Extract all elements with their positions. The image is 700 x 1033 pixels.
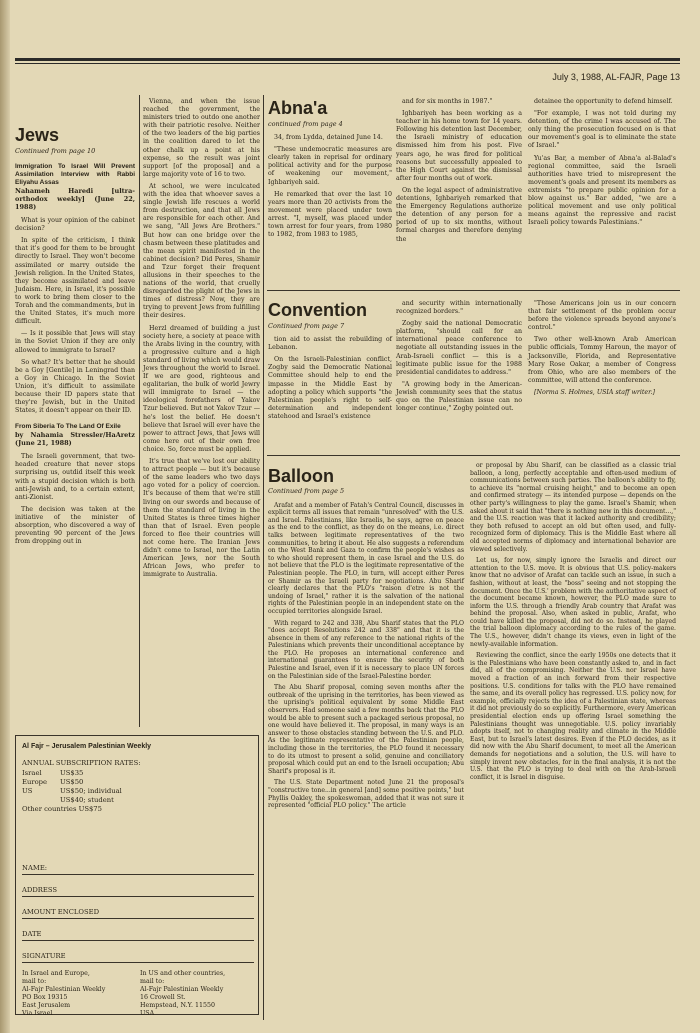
jews-paragraph: At school, we were inculcated with the idea that whoever saves a single Jewish life rescues a world from destruction, and that all Jews are responsible for each other. And we sang, "All Jews Are Brothers." But how can one bridge over the chasm between these platitudes and the mean spirit manifested in the cabinet decision? Did Peres, Shamir and Tzur forget their frequent allusions in their speeches to the nations of the world, that cruelly disregarded the plight of the Jews in times of distress? Now, they are trying to prevent Jews from fulfilling their desires. bbox=[143, 182, 260, 320]
rate-price: US$40; student bbox=[60, 796, 114, 804]
rate-price: US$50 bbox=[60, 778, 84, 786]
balloon-column-1 bbox=[268, 466, 464, 814]
mail-line: Hempstead, N.Y. 11550 bbox=[140, 1002, 215, 1009]
rate-row bbox=[22, 769, 258, 778]
abnaa-paragraph: Yu'as Bar, a member of Abna'a al-Balad's regional committee, said the Israeli authorities have tried to misrepresent the movement's goals and present its members as extremists "to prepare public opinion for a blow against us." Bar added, "we are a political movement and use only political means against the repressive and racist Israeli policy towards Palestinians." bbox=[528, 154, 676, 227]
rate-zone: Europe bbox=[22, 778, 48, 786]
date-field[interactable]: DATE bbox=[22, 930, 254, 941]
rate-zone: Israel bbox=[22, 769, 42, 777]
jews-continued: Continued from page 10 bbox=[15, 147, 96, 155]
balloon-paragraph: or proposal by Abu Sharif, can be classified as a classic trial balloon, a long, perfectly acceptable and often-used medium of communications between such parties. The balloon's ability to fly, to achieve its "normal cruising height," and to become an open and confirmed strategy — its intended purpose — depends on the other party's willingness to play the game. Israel's Shamir, when asked about it said that "there is nothing new in this document...," and the U.S. reaction was that it lacked authority and credibility; they both refused to accept an old but often used, and fully-recognized form of diplomacy. This is the Middle East where all old accepted norms of diplomacy and international behavior are viewed selectively. bbox=[470, 462, 676, 553]
mail-line: USA bbox=[140, 1010, 155, 1017]
name-field[interactable]: NAME: bbox=[22, 864, 254, 875]
mail-line: In US and other countries, bbox=[140, 970, 226, 977]
mail-line: In Israel and Europe, bbox=[22, 970, 90, 977]
rate-row bbox=[22, 787, 258, 796]
header-rule bbox=[15, 58, 680, 61]
balloon-continued: Continued from page 5 bbox=[268, 487, 345, 495]
balloon-paragraph: Reviewing the conflict, since the early 1950s one detects that it is the Palestinians who have been constantly asked to, and in fact did, all of the compromising. Neither the U.S. nor Israel have moved a fraction of an inch forward from their respective positions. U.S. conditions for talks with the PLO have remained the same, and its overall policy has regressed. U.S. policy now, for example, officially rejects the idea of a Palestinian state, whereas it did not previously do so explicitly. Furthermore, every American presidential election ends up offering Israel something the Palestinians thought was unnegotiable. U.S. policy invariably adopts itself, not to changing reality and climate in the Middle East, but to Israel's latest desires. Even if the PLO decides, as it did now with the Abu Sharif document, to meet all the American demands for negotiations and a solution, the U.S. will have to simply invent new obstacles, for in the final analysis, it is not the U.S. that the PLO is trying to deal with on the Arab-Israeli conflict, it is Israel in disguise. bbox=[470, 652, 676, 781]
convention-paragraph: Zogby said the national Democratic platform, "should call for an international peace conference to negotiate all outstanding issues in the Arab-Israeli conflict — this is a legitimate public issue for the 1988 presidential candidates to address." bbox=[396, 320, 522, 376]
jews-subhead-2: From Siberia To The Land Of Exile bbox=[15, 423, 121, 431]
abnaa-paragraph: "These undemocratic measures are clearly taken in reprisal for ordinary political activity and for the purpose of weakening our movement," Ighbariyeh said. bbox=[268, 146, 392, 186]
signature-field[interactable]: SIGNATURE bbox=[22, 952, 254, 963]
jews-byline-1: Nahameh Haredi [ultra-orthodox weekly] (June 22, 1988) bbox=[15, 187, 135, 212]
jews-paragraph: The decision was taken at the initiative of the minister of absorption, who discovered a way of preventing 90 percent of the Jews from dropping out in bbox=[15, 505, 135, 546]
abnaa-continued: continued from page 4 bbox=[268, 120, 343, 128]
jews-headline: Jews bbox=[15, 125, 60, 145]
jews-paragraph: The Israeli government, that two-headed creature that never stops surprising us, outdid itself this week with a stupid decision which is both anti-Jewish and, to a certain extent, anti-Zionist. bbox=[15, 453, 135, 501]
jews-paragraph: It's true that we've lost our ability to attract people — but it's because of the same leaders who two days ago voted for a policy of coercion. It's because of them that we're still living on our swords and because of them the standard of living in the United States is three times higher than that of Israel. Even people forced to flee their countries will not come here. The Iranian Jews didn't come to Israel, nor the Latin American Jews, nor the South African Jews, who prefer to immigrate to Australia. bbox=[143, 458, 260, 579]
convention-column-1 bbox=[268, 300, 392, 425]
convention-paragraph: Two other well-known Arab American public officials, Tommy Haroun, the mayor of Jacksonville, Florida, and Representative Mary Rose Oakar, a member of Congress from Ohio, who are also members of the committee, will attend the conference. bbox=[528, 336, 676, 384]
convention-paragraph: On the Israeli-Palestinian conflict, Zogby said the Democratic National Committee should help to end the impasse in the Middle East by adopting a policy which supports "the Palestinian people's right to self-determination and independent statehood and Israel's existence bbox=[268, 356, 392, 420]
jews-paragraph: What is your opinion of the cabinet decision? bbox=[15, 217, 135, 233]
rates-other: Other countries US$75 bbox=[22, 805, 102, 813]
balloon-headline: Balloon bbox=[268, 466, 334, 486]
abnaa-paragraph: "For example, I was not told during my detention, of the crime I was accused of. The only thing the prosecution focused on is that our movement's goal is to eliminate the state of Israel." bbox=[528, 110, 676, 150]
abnaa-paragraph: On the legal aspect of administrative detentions, Ighbariyeh remarked that the Emergency Regulations authorize the detention of any person for a period of up to six months, without formal charges and therefore denying the bbox=[396, 186, 522, 243]
abnaa-paragraph: Ighbariyeh has been working as a teacher in his home town for 14 years. Following his detention last December, the Israeli ministry of education dismissed him from his post. Five years ago, he was fired for political reasons but successfully appealed to the High Court against the dismissal after four months out of work. bbox=[396, 110, 522, 182]
abnaa-paragraph: He remarked that over the last 10 years more than 20 activists from the movement were placed under town arrest. "I, myself, was placed under town arrest for four years, from 1980 to 1982, from 1983 to 1985, bbox=[268, 190, 392, 239]
abnaa-paragraph: 34, from Lydda, detained June 14. bbox=[274, 134, 383, 142]
balloon-paragraph: With regard to 242 and 338, Abu Sharif states that the PLO "does accept Resolutions 242 and 338" and that it is the absence in them of any reference to the national rights of the Palestinians which prevents their unconditional acceptance by the PLO. He proposes an international conference and international guarantees to ensure the security of both Palestine and Israel, even if it is necessary to place UN forces on the Palestinian side of the Israel-Palestine border. bbox=[268, 619, 464, 680]
mail-line: mail to: bbox=[22, 978, 47, 985]
rate-row bbox=[22, 778, 258, 787]
jews-subhead-1: Immigration To Israel Will Prevent Assimilation Interview with Rabbi Eliyahu Assas bbox=[15, 163, 135, 187]
mail-line: East Jerusalem bbox=[22, 1002, 71, 1009]
section-divider bbox=[267, 290, 680, 291]
jews-column-2 bbox=[143, 98, 260, 583]
abnaa-paragraph: and for six months in 1987." bbox=[402, 98, 493, 105]
column-divider bbox=[263, 95, 264, 1020]
rate-zone bbox=[22, 796, 60, 805]
abnaa-column-3 bbox=[528, 98, 676, 231]
convention-continued: Continued from page 7 bbox=[268, 322, 345, 330]
balloon-paragraph: The Abu Sharif proposal, coming seven months after the outbreak of the uprising in the territories, has been viewed as the uprising's political equivalent by some Middle East observers. Had someone said a few months back that the PLO would be able to present such a packaged serious proposal, no one would have believed it. The proposal, in many ways is an answer to those obstacles standing between the U.S. and PLO. As the legitimate representative of the Palestinian people, including those in the territories, the PLO found it necessary to do its utmost to present a solid, genuine and conciliatory proposal which could put an end to the Israeli occupation; Abu Sharif's proposal is it. bbox=[268, 684, 464, 775]
convention-column-3 bbox=[528, 300, 676, 401]
jews-paragraph: Vienna, and when the issue reached the government, the ministers tried to outdo one another with their patriotic resolve. Neither of the two leaders of the big parties in the coalition dared to let the other chalk up a point at his expense, so the result was joint support [of the proposal] and a large majority vote of 16 to two. bbox=[143, 98, 260, 178]
rate-row bbox=[22, 796, 258, 805]
rate-price: US$35 bbox=[60, 769, 84, 777]
mail-address-us bbox=[140, 970, 255, 1018]
convention-paragraph: "Those Americans join us in our concern that fair settlement of the problem occur before the violence spreads beyond anyone's control." bbox=[528, 300, 676, 332]
mail-line: Al-Fajr Palestinian Weekly bbox=[22, 986, 106, 993]
convention-paragraph: tion aid to assist the rebuilding of Lebanon. bbox=[268, 336, 392, 352]
mail-line: Al-Fajr Palestinian Weekly bbox=[140, 986, 224, 993]
jews-paragraph: In spite of the criticism, I think that it's good for them to be brought directly to Israel. They won't become assimilated or marry outside the Jewish religion. In the United States, they become assimilated and leave Judaism. Here, in Israel, it's possible to work to bring them closer to the Torah and the commandments, but in the United States, it's much more difficult. bbox=[15, 237, 135, 326]
column-divider bbox=[139, 95, 140, 727]
abnaa-column-1 bbox=[268, 98, 392, 243]
convention-headline: Convention bbox=[268, 300, 367, 320]
balloon-paragraph: Let us, for now, simply ignore the Israelis and direct our attention to the U.S. move. It is obvious that U.S. policy-makers know that no advisor of Arafat can tackle such an issue, in such a fashion, without at least, the "boss" seeing and not stopping the document. Once the U.S.' problem with the authoritative aspect of the document became known, however, the PLO made sure to inform the U.S. through a friendly Arab country that Arafat was behind the proposal. Also, when asked in public, Arafat, who could have killed the proposal, did not do so. Instead, he played the trial balloon diplomacy according to the rules of the game. The U.S., however, didn't change its views, even in light of the newly-available information. bbox=[470, 557, 676, 648]
mail-line: mail to: bbox=[140, 978, 165, 985]
mail-line: Via Israel bbox=[22, 1010, 53, 1017]
page-binding bbox=[0, 0, 10, 1033]
subscription-form bbox=[15, 735, 259, 1015]
address-field[interactable]: ADDRESS bbox=[22, 886, 254, 897]
abnaa-column-2 bbox=[396, 98, 522, 248]
convention-column-2 bbox=[396, 300, 522, 417]
mail-line: 16 Crowell St. bbox=[140, 994, 186, 1001]
jews-byline-2: by Nahamia Stressler/HaAretz (June 21, 1988) bbox=[15, 431, 135, 448]
balloon-paragraph: The U.S. State Department noted June 21 the proposal's "constructive tone...in general [and] some positive points," but Phyllis Oakley, the spokeswoman, added that it was not sure it represented "official PLO policy." The article bbox=[268, 779, 464, 810]
rates-heading: ANNUAL SUBSCRIPTION RATES: bbox=[22, 759, 141, 767]
rate-zone: US bbox=[22, 787, 33, 795]
balloon-column-2 bbox=[470, 462, 676, 785]
abnaa-paragraph: detainee the opportunity to defend himself. bbox=[534, 98, 673, 105]
convention-credit: [Norma S. Holmes, USIA staff writer.] bbox=[534, 388, 655, 396]
mail-line: PO Box 19315 bbox=[22, 994, 68, 1001]
subscription-title: Al Fajr – Jerusalem Palestinian Weekly bbox=[22, 743, 152, 750]
jews-paragraph: So what? It's better that he should be a Goy [Gentile] in Leningrad than a Goy in Chicago. In the Soviet Union, it's difficult to assimilate because their ID papers state that they're Jewish, but in the United States, it doesn't appear on their ID. bbox=[15, 358, 135, 415]
abnaa-headline: Abna'a bbox=[268, 98, 328, 118]
mail-address-israel-europe bbox=[22, 970, 132, 1018]
rate-price: US$50; individual bbox=[60, 787, 122, 795]
header-rule-thin bbox=[15, 63, 680, 64]
convention-paragraph: "A growing body in the American-Jewish community sees that the status quo on the Palestinian issue can no longer continue," Zogby pointed out. bbox=[396, 380, 522, 413]
page-folio: July 3, 1988, AL-FAJR, Page 13 bbox=[552, 72, 680, 82]
jews-paragraph: — Is it possible that Jews will stay in the Soviet Union if they are only allowed to immigrate to Israel? bbox=[15, 330, 135, 354]
balloon-paragraph: Arafat and a member of Fatah's Central Council, discusses in explicit terms all issues that remain "unresolved" with the U.S. and Israel. Palestinians, like Israelis, he says, agree on peace as the end to the conflict, as they do on the means, i.e. direct talks between legitimate representatives of the two communities, to bring it about. He also suggests a referendum on the West Bank and Gaza to confirm the people's wishes as to who should represent them, in case Israel and the U.S. do not believe that the PLO is the legitimate representative of the Palestinian people. The PLO, in turn, will accept either Peres or Shamir as the Israeli party for negotiations. Abu Sharif clearly declares that the PLO's "raison d'etre is not the undoing of Israel," rather it is the salvation of the national rights of the Palestinian people in an independent state on the occupied territories alongside Israel. bbox=[268, 501, 464, 615]
amount-field[interactable]: AMOUNT ENCLOSED bbox=[22, 908, 254, 919]
jews-paragraph: Herzl dreamed of building a just society here, a society at peace with the Arabs living in the country, with a progressive culture and a high standard of living which would draw Jews throughout the world to Israel. If we are good, righteous and egalitarian, the bulk of world Jewry will immigrate to Israel — the ideological forefathers of Yakov Tzur believed. But not Yakov Tzur — he's lost the belief. He doesn't believe that Israel will ever have the power to attract Jews, that Jews will come here out of their own free choice. So, force must be applied. bbox=[143, 324, 260, 453]
convention-paragraph: and security within internationally recognized borders." bbox=[396, 300, 522, 316]
jews-column-1 bbox=[15, 125, 135, 550]
section-divider bbox=[267, 455, 680, 456]
